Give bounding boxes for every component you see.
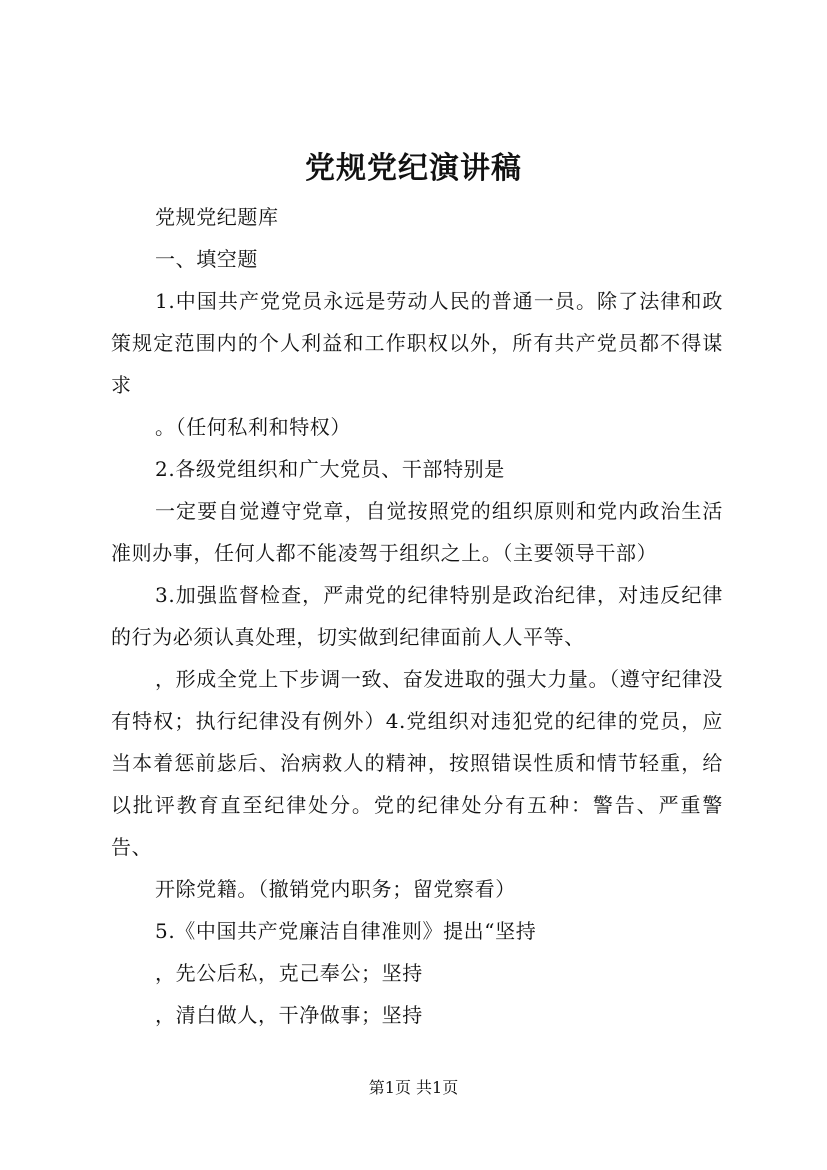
- document-title: 党规党纪演讲稿: [305, 151, 522, 186]
- paragraph-item-5: 5.《中国共产党廉洁自律准则》提出“坚持: [155, 919, 537, 943]
- paragraph-item-2-cont: 一定要自觉遵守党章，自觉按照党的组织原则和党内政治生活准则办事，任何人都不能凌驾于组织之上。（主要领导干部）: [111, 499, 723, 565]
- paragraph-item-3-4: ，形成全党上下步调一致、奋发进取的强大力量。（遵守纪律没有特权；执行纪律没有例外）4.党组织对违犯党的纪律的党员，应当本着惩前毖后、治病救人的精神，按照错误性质和情节轻重，给以批评教育直至纪律处分。党的纪律处分有五种：警告、严重警告、: [111, 667, 723, 859]
- paragraph-item-5-line-2: ，先公后私，克己奉公；坚持: [155, 961, 423, 985]
- page-footer: 第1页 共1页: [368, 1078, 459, 1097]
- paragraph-item-2: 2.各级党组织和广大党员、干部特别是: [155, 457, 505, 481]
- document-body: [111, 196, 723, 1036]
- paragraph-item-1: 1.中国共产党党员永远是劳动人民的普通一员。除了法律和政策规定范围内的个人利益和工作职权以外，所有共产党员都不得谋求: [111, 289, 723, 397]
- paragraph-item-5-line-3: ，清白做人，干净做事；坚持: [155, 1003, 423, 1027]
- paragraph-item-4-answer: 开除党籍。（撤销党内职务；留党察看）: [155, 877, 516, 901]
- paragraph-item-3: 3.加强监督检查，严肃党的纪律特别是政治纪律，对违反纪律的行为必须认真处理，切实做到纪律面前人人平等、: [111, 583, 723, 649]
- paragraph-section-heading: 一、填空题: [155, 247, 258, 271]
- paragraph-item-1-answer: 。（任何私利和特权）: [155, 415, 351, 439]
- paragraph-question-bank-heading: 党规党纪题库: [155, 205, 279, 229]
